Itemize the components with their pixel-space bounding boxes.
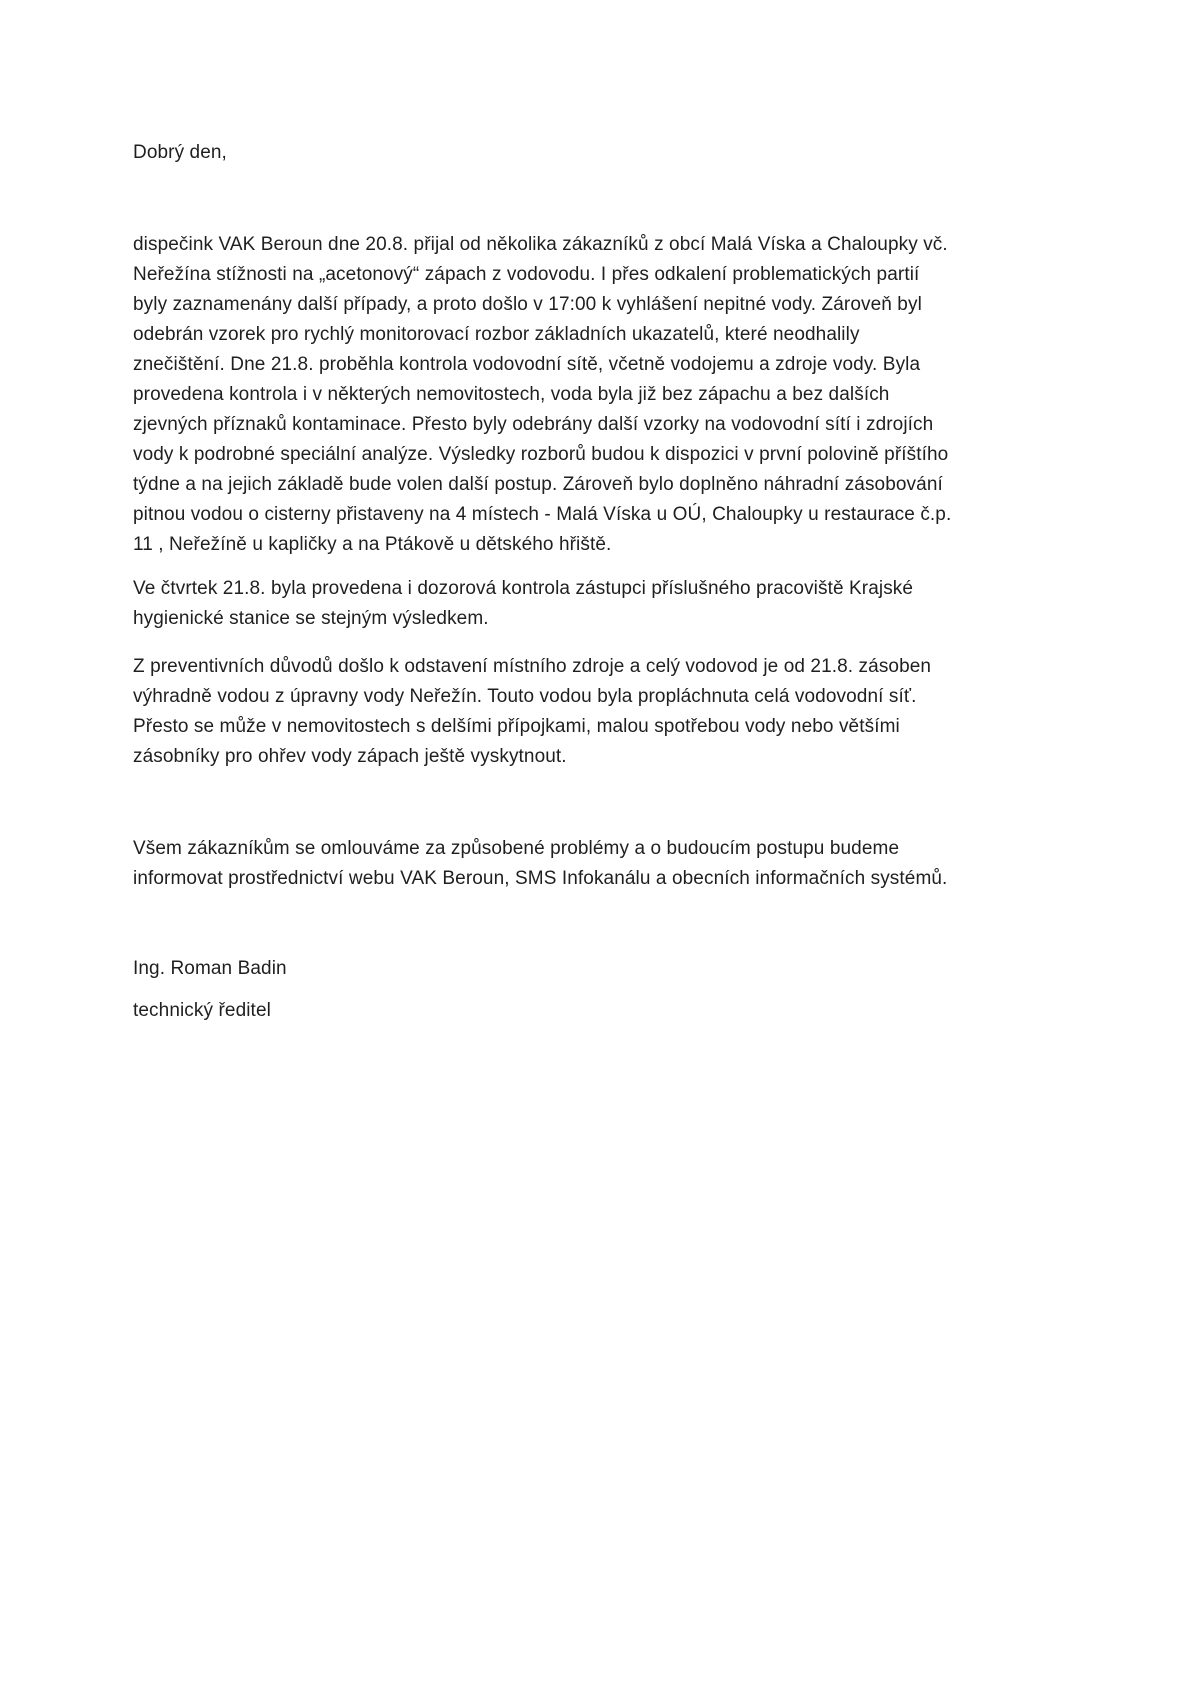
- text-line: byly zaznamenány další případy, a proto došlo v 17:00 k vyhlášení nepitné vody. Zároveň byl: [133, 294, 922, 315]
- paragraph-hygiene-inspection: [133, 574, 1080, 634]
- text-line: výhradně vodou z úpravny vody Neřežín. Touto vodou byla propláchnuta celá vodovodní síť.: [133, 686, 917, 707]
- text-line: dispečink VAK Beroun dne 20.8. přijal od několika zákazníků z obcí Malá Víska a Chaloupky vč.: [133, 234, 948, 255]
- paragraph-incident-report: [133, 230, 1080, 560]
- text-line: technický ředitel: [133, 1000, 271, 1021]
- text-line: znečištění. Dne 21.8. proběhla kontrola vodovodní sítě, včetně vodojemu a zdroje vody. Byla: [133, 354, 921, 375]
- text-line: Z preventivních důvodů došlo k odstavení místního zdroje a celý vodovod je od 21.8. zásoben: [133, 656, 932, 677]
- text-line: Ve čtvrtek 21.8. byla provedena i dozorová kontrola zástupci příslušného pracoviště Krajské: [133, 578, 914, 599]
- text-line: Ing. Roman Badin: [133, 958, 287, 979]
- text-line: zásobníky pro ohřev vody zápach ještě vyskytnout.: [133, 746, 567, 767]
- text-line: Přesto se může v nemovitostech s delšími přípojkami, malou spotřebou vody nebo většími: [133, 716, 900, 737]
- signature-title: [133, 996, 1080, 1026]
- paragraph-apology: [133, 834, 1080, 894]
- text-line: hygienické stanice se stejným výsledkem.: [133, 608, 489, 629]
- text-line: týdne a na jejich základě bude volen další postup. Zároveň bylo doplněno náhradní zásobování: [133, 474, 943, 495]
- text-line: Neřežína stížnosti na „acetonový“ zápach z vodovodu. I přes odkalení problematických partií: [133, 264, 920, 285]
- text-line: pitnou vodou o cisterny přistaveny na 4 místech - Malá Víska u OÚ, Chaloupky u restaurace č.p.: [133, 504, 952, 525]
- paragraph-preventive-measures: [133, 652, 1080, 772]
- text-line: zjevných příznaků kontaminace. Přesto byly odebrány další vzorky na vodovodní sítí i zdrojích: [133, 414, 934, 435]
- text-line: informovat prostřednictví webu VAK Beroun, SMS Infokanálu a obecních informačních systémů.: [133, 868, 948, 889]
- text-line: Dobrý den,: [133, 142, 227, 163]
- signature-name: [133, 954, 1080, 984]
- text-line: vody k podrobné speciální analýze. Výsledky rozborů budou k dispozici v první polovině příštího: [133, 444, 949, 465]
- greeting: [133, 138, 1080, 168]
- text-line: provedena kontrola i v některých nemovitostech, voda byla již bez zápachu a bez dalších: [133, 384, 890, 405]
- text-line: 11 , Neřežíně u kapličky a na Ptákově u dětského hřiště.: [133, 534, 612, 555]
- text-line: Všem zákazníkům se omlouváme za způsobené problémy a o budoucím postupu budeme: [133, 838, 900, 859]
- text-line: odebrán vzorek pro rychlý monitorovací rozbor základních ukazatelů, které neodhalily: [133, 324, 860, 345]
